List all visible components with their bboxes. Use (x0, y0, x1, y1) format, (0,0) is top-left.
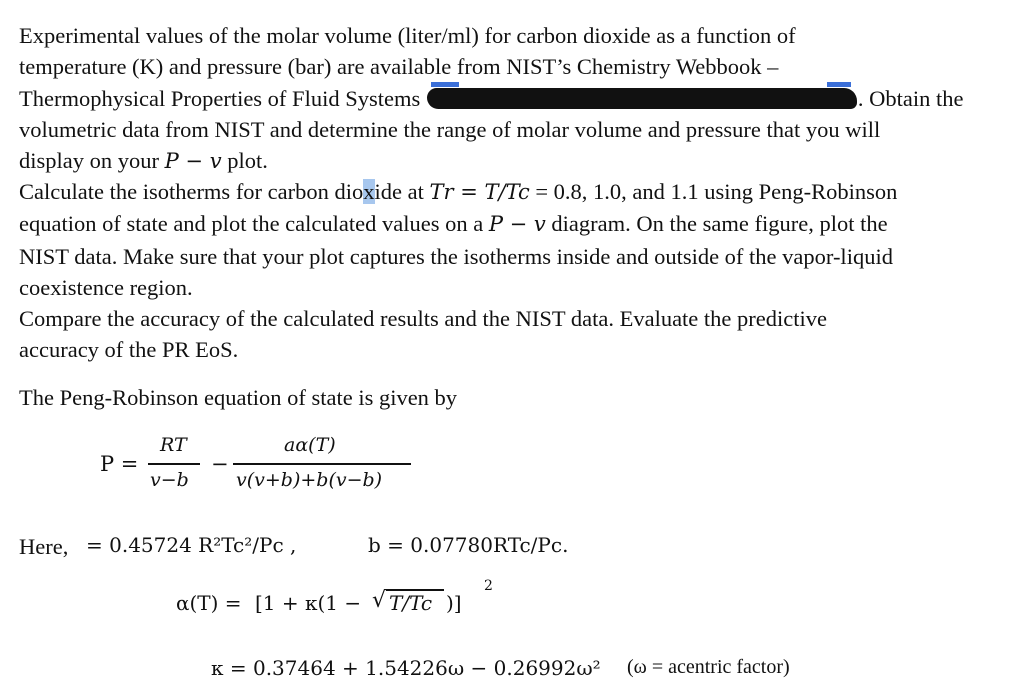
text-line (19, 145, 1009, 177)
paragraph-compare (19, 303, 1009, 366)
paragraph-nist-data (19, 20, 1009, 177)
text-fragment: = 0.8, 1.0, and 1.1 using Peng-Robinson (535, 179, 898, 204)
text-fragment: plot. (227, 148, 268, 174)
eq-numerator-rt: RT (160, 434, 187, 456)
text-line (19, 83, 1009, 114)
eq-numerator-aalpha: aα(T) (284, 434, 336, 456)
text-fragment: display on your (19, 148, 159, 174)
eq-minus: − (211, 452, 229, 476)
text-fragment: Here, (19, 534, 69, 559)
text-fragment: Calculate the isotherms for carbon dio (19, 179, 364, 204)
redacted-link (427, 88, 857, 109)
text-line: Experimental values of the molar volume (liter/ml) for carbon dioxide as a function of (19, 23, 796, 48)
eq-p-equals: P = (100, 452, 139, 476)
text-fragment: equation of state and plot the calculated values on a (19, 211, 484, 237)
text-line (19, 208, 1009, 240)
text-line: temperature (K) and pressure (bar) are available from NIST’s Chemistry Webbook – (19, 54, 779, 80)
alpha-open: [1 + κ(1 − (255, 591, 362, 615)
alpha-sqrt-arg: T/Tc (389, 591, 433, 615)
sqrt-icon: √ (372, 588, 387, 613)
math-reduced-temperature: Tr = T/Tc (429, 180, 530, 204)
fraction-bar (233, 463, 411, 465)
kappa-equation: κ = 0.37464 + 1.54226ω − 0.26992ω² (211, 656, 601, 680)
text-fragment: ide at (374, 179, 424, 204)
alpha-lhs: α(T) = (176, 591, 242, 615)
text-line: coexistence region. (19, 274, 193, 300)
text-fragment: diagram. On the same figure, plot the (551, 211, 888, 237)
text-line (19, 176, 1009, 208)
eq-denominator-poly: v(v+b)+b(v−b) (236, 469, 383, 491)
pr-intro: The Peng-Robinson equation of state is given by (19, 385, 458, 410)
math-pv: P − v (488, 212, 546, 237)
alpha-exponent: 2 (484, 578, 493, 594)
text-fragment: Thermophysical Properties of Fluid Systems (19, 85, 421, 111)
b-definition: b = 0.07780RTc/Pc. (368, 533, 569, 557)
text-fragment: . Obtain the (857, 85, 964, 111)
text-selection-highlight: x (363, 179, 375, 204)
text-line: NIST data. Make sure that your plot captures the isotherms inside and outside of the vapor-liquid (19, 243, 893, 269)
kappa-note: (ω = acentric factor) (627, 656, 790, 678)
fraction-bar (148, 463, 200, 465)
eq-denominator-vb: v−b (150, 469, 189, 491)
paragraph-isotherms (19, 176, 1009, 303)
text-line: Compare the accuracy of the calculated results and the NIST data. Evaluate the predictive (19, 306, 827, 331)
alpha-close: )] (446, 591, 462, 615)
text-line: volumetric data from NIST and determine the range of molar volume and pressure that you will (19, 116, 881, 142)
a-definition: = 0.45724 R²Tc²/Pc , (86, 533, 297, 557)
math-pv: P − v (164, 149, 222, 174)
text-line: accuracy of the PR EoS. (19, 337, 239, 363)
